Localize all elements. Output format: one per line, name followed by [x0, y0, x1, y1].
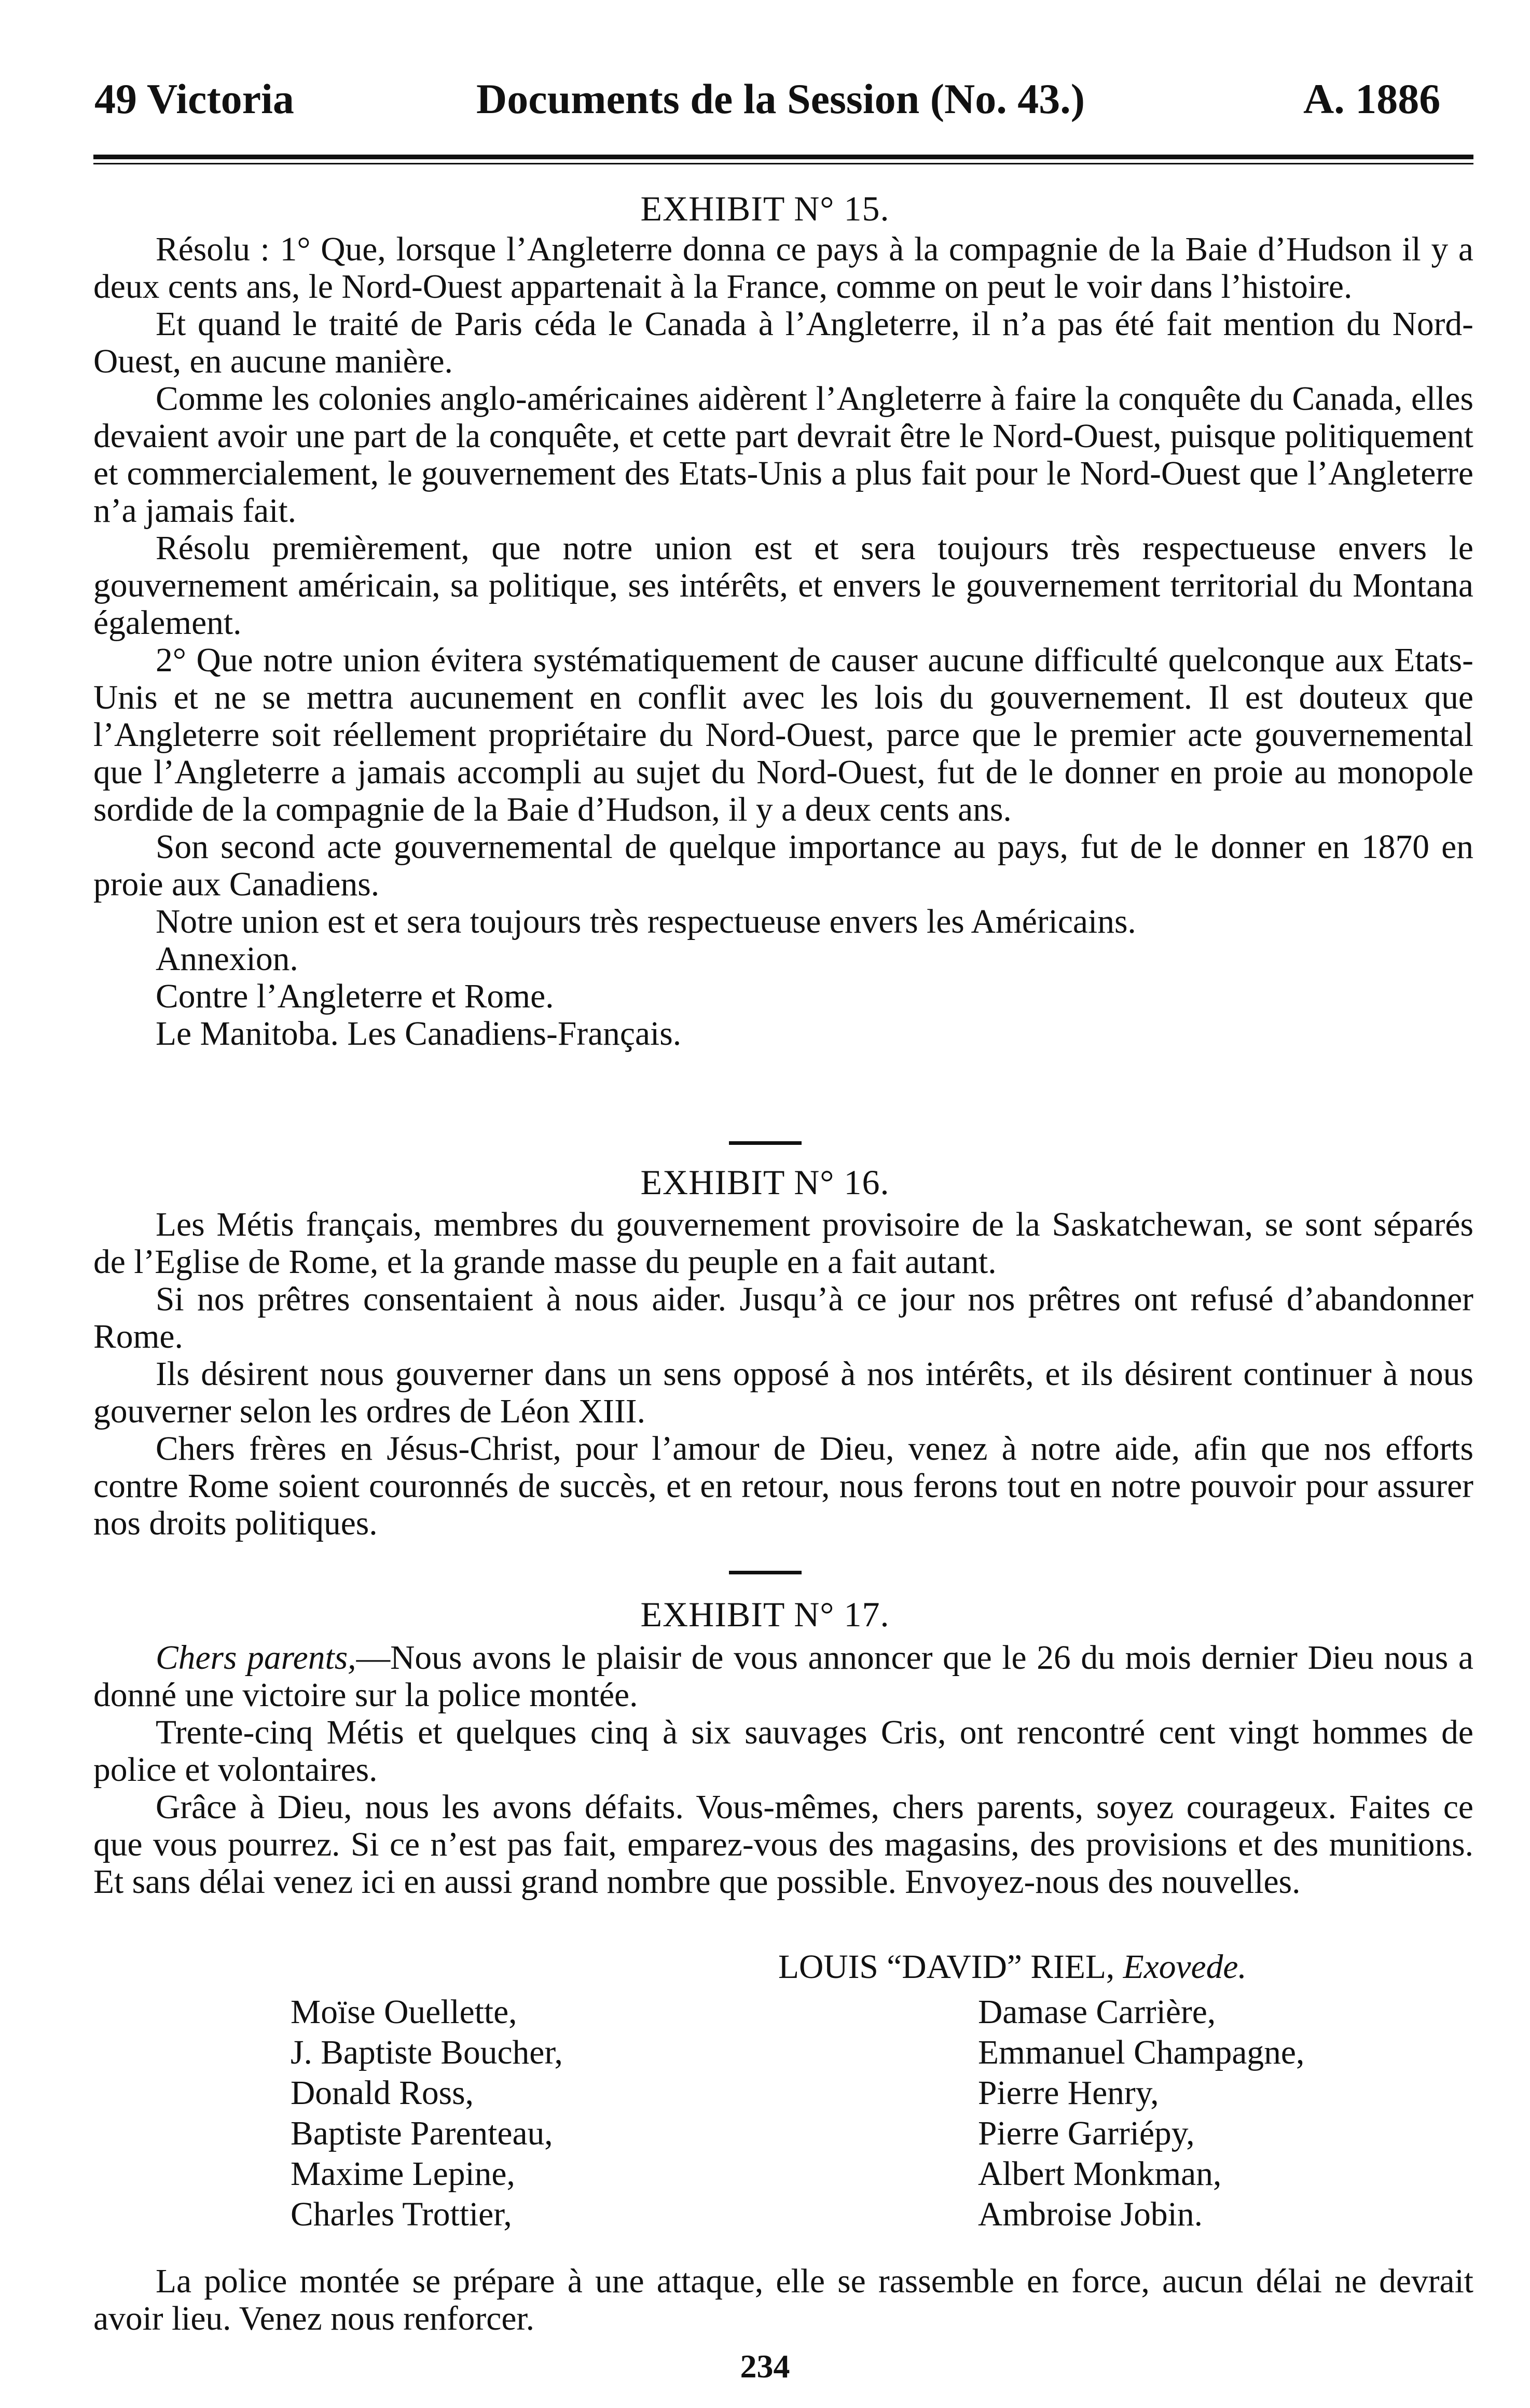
exhibit-15-paragraph: Résolu : 1° Que, lorsque l’Angleterre donna ce pays à la compagnie de la Baie d’Hudson il y a deux cents ans, le Nord-Ouest appartenait à la France, comme on peut le voir dans l’histoire.: [93, 231, 1473, 306]
exhibit-15-paragraph: Son second acte gouvernemental de quelque importance au pays, fut de le donner en 1870 en proie aux Canadiens.: [93, 828, 1473, 903]
exhibit-15-paragraph: 2° Que notre union évitera systématiquement de causer aucune difficulté quelconque aux Etats-Unis et ne se mettra aucunement en conflit avec les lois du gouvernement. Il est douteux que l’Angleterre soit réellement propriétaire du Nord-Ouest, parce que le premier acte gouvernemental que l’Angleterre a jamais accompli au sujet du Nord-Ouest, fut de le donner en proie au monopole sordide de la compagnie de la Baie d’Hudson, il y a deux cents ans.: [93, 642, 1473, 828]
exhibit-16-body: [93, 1206, 1473, 1542]
signatory-name: Pierre Henry,: [978, 2074, 1159, 2112]
exhibit-15-line: Notre union est et sera toujours très respectueuse envers les Américains.: [156, 903, 1136, 940]
signatory-name: Charles Trottier,: [291, 2196, 512, 2233]
exhibit-15-body: [93, 231, 1473, 1053]
exhibit-15-paragraph: Et quand le traité de Paris céda le Canada à l’Angleterre, il n’a pas été fait mention du Nord-Ouest, en aucune manière.: [93, 306, 1473, 380]
header-title: Documents de la Session (No. 43.): [476, 75, 1085, 122]
exhibit-15-paragraph: Résolu premièrement, que notre union est et sera toujours très respectueuse envers le gouvernement américain, sa politique, ses intérêts, et envers le gouvernement territorial du Montana également.: [93, 530, 1473, 642]
exhibit-16-title: EXHIBIT N° 16.: [640, 1163, 890, 1202]
signatory-name: Baptiste Parenteau,: [291, 2115, 553, 2152]
signatories-right: [978, 1992, 1304, 2235]
exhibit-16-paragraph: Les Métis français, membres du gouvernement provisoire de la Saskatchewan, se sont séparés de l’Eglise de Rome, et la grande masse du peuple en a fait autant.: [93, 1206, 1473, 1281]
exhibit-17-paragraph: [93, 1639, 1473, 1714]
signatories-left: [291, 1992, 563, 2235]
exhibit-17-title: EXHIBIT N° 17.: [640, 1595, 890, 1634]
signatory-name: Maxime Lepine,: [291, 2155, 515, 2193]
exhibit-17-body: [93, 1639, 1473, 1901]
signatory-name: J. Baptiste Boucher,: [291, 2034, 563, 2071]
section-separator: [729, 1141, 802, 1145]
exhibit-15-paragraph: Comme les colonies anglo-américaines aidèrent l’Angleterre à faire la conquête du Canada, elles devaient avoir une part de la conquête, et cette part devrait être le Nord-Ouest, puisque politiquement et commercialement, le gouvernement des Etats-Unis a plus fait pour le Nord-Ouest que l’Angleterre n’a jamais fait.: [93, 380, 1473, 530]
signatory-name: Donald Ross,: [291, 2074, 474, 2112]
signature: [778, 1950, 1247, 1985]
header-year: A. 1886: [1303, 75, 1441, 122]
signatory-name: Emmanuel Champagne,: [978, 2034, 1305, 2071]
exhibit-15-line: Contre l’Angleterre et Rome.: [156, 978, 554, 1015]
exhibit-17-paragraph: Trente-cinq Métis et quelques cinq à six sauvages Cris, ont rencontré cent vingt hommes de police et volontaires.: [93, 1714, 1473, 1789]
section-separator: [729, 1571, 802, 1574]
signatory-name: Damase Carrière,: [978, 1994, 1216, 2031]
exhibit-17-paragraph-text: —Nous avons le plaisir de vous annoncer que le 26 du mois dernier Dieu nous a donné une victoire sur la police montée.: [93, 1639, 1473, 1714]
signature-name: LOUIS “DAVID” RIEL,: [778, 1948, 1115, 1986]
header-volume: 49 Victoria: [94, 75, 294, 122]
postscript: La police montée se prépare à une attaque, elle se rassemble en force, aucun délai ne devrait avoir lieu. Venez nous renforcer.: [93, 2263, 1473, 2337]
exhibit-16-paragraph: Si nos prêtres consentaient à nous aider. Jusqu’à ce jour nos prêtres ont refusé d’abandonner Rome.: [93, 1281, 1473, 1355]
exhibit-15-title: EXHIBIT N° 15.: [640, 189, 890, 228]
header-rule-thin: [93, 163, 1473, 164]
header-rule-thick: [93, 155, 1473, 159]
signatory-name: Albert Monkman,: [978, 2155, 1222, 2193]
exhibit-16-paragraph: Chers frères en Jésus-Christ, pour l’amour de Dieu, venez à notre aide, afin que nos efforts contre Rome soient couronnés de succès, et en retour, nous ferons tout en notre pouvoir pour assurer nos droits politiques.: [93, 1430, 1473, 1542]
page-number: 234: [740, 2348, 790, 2385]
postscript-block: [93, 2263, 1473, 2337]
signature-title: Exovede.: [1123, 1948, 1247, 1986]
signatory-name: Moïse Ouellette,: [291, 1994, 517, 2031]
signatory-name: Ambroise Jobin.: [978, 2196, 1203, 2233]
salutation: Chers parents,: [156, 1639, 356, 1677]
exhibit-16-paragraph: Ils désirent nous gouverner dans un sens opposé à nos intérêts, et ils désirent continuer à nous gouverner selon les ordres de Léon XIII.: [93, 1355, 1473, 1430]
exhibit-17-paragraph: Grâce à Dieu, nous les avons défaits. Vous-mêmes, chers parents, soyez courageux. Faites ce que vous pourrez. Si ce n’est pas fait, emparez-vous des magasins, des provisions et des munitions. Et sans délai venez ici en aussi grand nombre que possible. Envoyez-nous des nouvelles.: [93, 1789, 1473, 1901]
signatory-name: Pierre Garriépy,: [978, 2115, 1195, 2152]
exhibit-15-line: Le Manitoba. Les Canadiens-Français.: [156, 1015, 682, 1053]
exhibit-15-line: Annexion.: [156, 940, 298, 978]
